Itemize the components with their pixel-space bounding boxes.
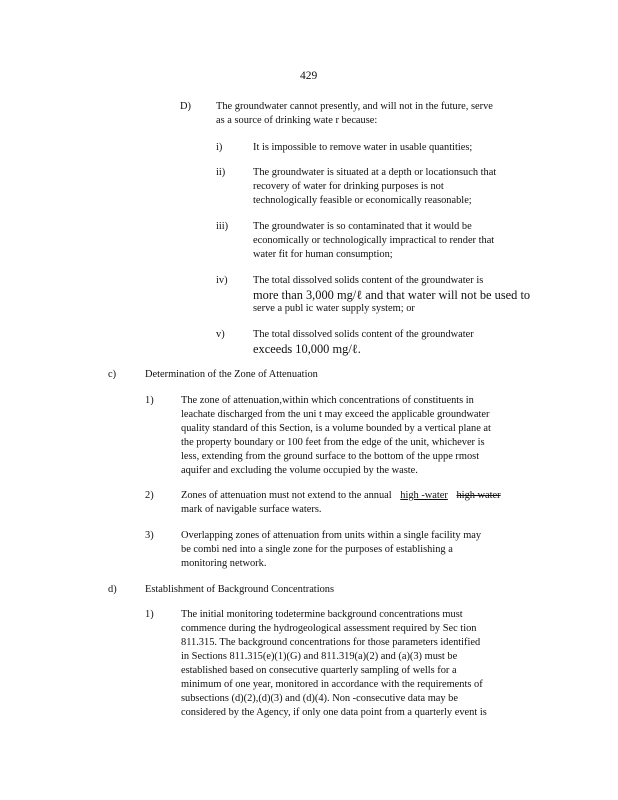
item-line: quality standard of this Section, is a volume bounded by a vertical plane at bbox=[181, 423, 491, 434]
item-label: 2) bbox=[145, 490, 154, 501]
item-label: 1) bbox=[145, 609, 154, 620]
item-line: technologically feasible or economically reasonable; bbox=[253, 195, 472, 206]
section-d2-heading: Establishment of Background Concentrations bbox=[145, 584, 335, 595]
item-label: 1) bbox=[145, 395, 154, 406]
item-line: It is impossible to remove water in usable quantities; bbox=[253, 142, 473, 153]
item-label: iv) bbox=[216, 275, 228, 286]
item-label: iii) bbox=[216, 221, 229, 232]
item-line: the property boundary or 100 feet from the edge of the unit, whichever is bbox=[181, 437, 485, 448]
item-line: water fit for human consumption; bbox=[253, 249, 393, 260]
item-label: i) bbox=[216, 142, 223, 153]
item-line: considered by the Agency, if only one data point from a quarterly event is bbox=[181, 707, 487, 718]
section-c-label: c) bbox=[108, 369, 117, 380]
item-label: 3) bbox=[145, 530, 154, 541]
item-line: The groundwater is situated at a depth or locationsuch that bbox=[253, 167, 497, 178]
item-line: less, extending from the ground surface to the bottom of the uppe rmost bbox=[181, 451, 480, 462]
item-line: economically or technologically impractical to render that bbox=[253, 235, 495, 246]
item-line bbox=[181, 489, 501, 503]
item-line: more than 3,000 mg/ℓ and that water will not be used to bbox=[253, 288, 531, 302]
item-line: mark of navigable surface waters. bbox=[181, 504, 322, 515]
item-line: leachate discharged from the uni t may exceed the applicable groundwater bbox=[181, 409, 490, 420]
section-d-label: D) bbox=[180, 101, 191, 112]
section-d2-label: d) bbox=[108, 584, 117, 595]
item-line: The groundwater is so contaminated that it would be bbox=[253, 221, 472, 232]
item-line: Overlapping zones of attenuation from units within a single facility may bbox=[181, 530, 482, 541]
item-text: Zones of attenuation must not extend to the annual bbox=[181, 490, 392, 501]
item-line: established based on consecutive quarterly sampling of wells for a bbox=[181, 665, 457, 676]
item-line: minimum of one year, monitored in accordance with the requirements of bbox=[181, 679, 483, 690]
item-line: exceeds 10,000 mg/ℓ. bbox=[253, 342, 361, 356]
section-c-heading: Determination of the Zone of Attenuation bbox=[145, 369, 318, 380]
item-line: subsections (d)(2),(d)(3) and (d)(4). Non -consecutive data may be bbox=[181, 693, 458, 704]
item-line: 811.315. The background concentrations for those parameters identified bbox=[181, 637, 481, 648]
item-line: serve a publ ic water supply system; or bbox=[253, 303, 415, 314]
item-line: monitoring network. bbox=[181, 558, 267, 569]
struck-deletion: high water bbox=[456, 490, 501, 501]
item-line: commence during the hydrogeological assessment required by Sec tion bbox=[181, 623, 477, 634]
section-d-line: The groundwater cannot presently, and will not in the future, serve bbox=[216, 101, 493, 112]
item-line: The zone of attenuation,within which concentrations of constituents in bbox=[181, 395, 474, 406]
section-d-line: as a source of drinking wate r because: bbox=[216, 115, 378, 126]
item-line: The total dissolved solids content of the groundwater bbox=[253, 329, 474, 340]
item-line: aquifer and excluding the volume occupied by the waste. bbox=[181, 465, 418, 476]
underlined-insertion: high -water bbox=[400, 490, 448, 501]
item-line: The total dissolved solids content of the groundwater is bbox=[253, 275, 484, 286]
page-number: 429 bbox=[300, 70, 318, 82]
item-line: The initial monitoring todetermine background concentrations must bbox=[181, 609, 463, 620]
item-label: ii) bbox=[216, 167, 226, 178]
item-label: v) bbox=[216, 329, 225, 340]
item-line: be combi ned into a single zone for the purposes of establishing a bbox=[181, 544, 453, 555]
item-line: recovery of water for drinking purposes is not bbox=[253, 181, 444, 192]
item-line: in Sections 811.315(e)(1)(G) and 811.319(a)(2) and (a)(3) must be bbox=[181, 651, 458, 662]
